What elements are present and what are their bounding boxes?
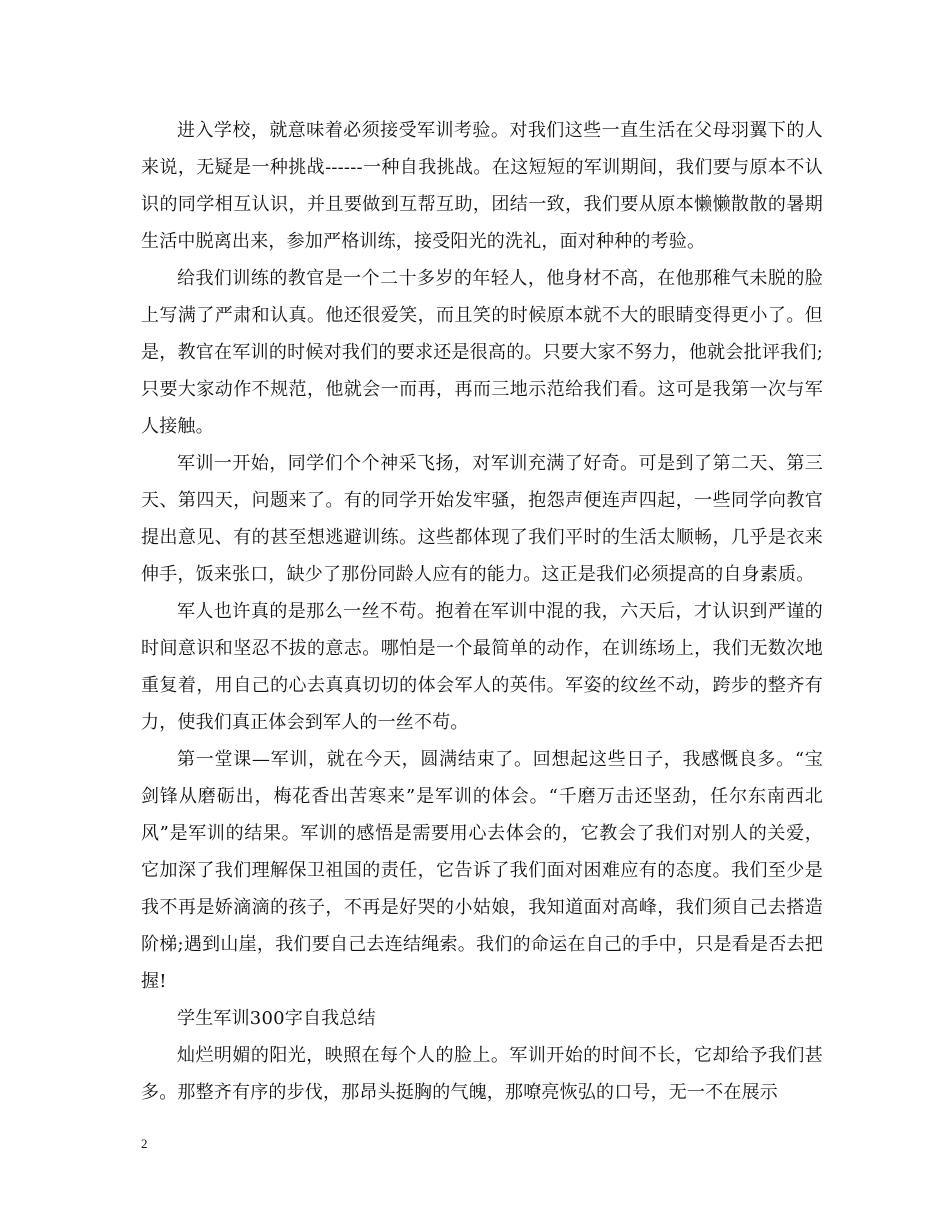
paragraph-2: 给我们训练的教官是一个二十多岁的年轻人，他身材不高，在他那稚气未脱的脸上写满了严肃和认真。他还很爱笑，而且笑的时候原本就不大的眼睛变得更小了。但是，教官在军训的时候对我们的要求还是很高的。只要大家不努力，他就会批评我们;只要大家动作不规范，他就会一而再，再而三地示范给我们看。这可是我第一次与军人接触。	[141, 268, 823, 437]
page-number: 2	[141, 1136, 148, 1151]
paragraph-4: 军人也许真的是那么一丝不苟。抱着在军训中混的我，六天后，才认识到严谨的时间意识和坚忍不拔的意志。哪怕是一个最简单的动作，在训练场上，我们无数次地重复着，用自己的心去真真切切的体会军人的英伟。军姿的纹丝不动，跨步的整齐有力，使我们真正体会到军人的一丝不苟。	[141, 601, 823, 733]
paragraph-5: 第一堂课—军训，就在今天，圆满结束了。回想起这些日子，我感慨良多。“宝剑锋从磨砺出，梅花香出苦寒来”是军训的体会。“千磨万击还坚劲，任尔东南西北风”是军训的结果。军训的感悟是需要用心去体会的，它教会了我们对别人的关爱，它加深了我们理解保卫祖国的责任，它告诉了我们面对困难应有的态度。我们至少是我不再是娇滴滴的孩子，不再是好哭的小姑娘，我知道面对高峰，我们须自己去搭造阶梯;遇到山崖，我们要自己去连结绳索。我们的命运在自己的手中，只是看是否去把握!	[141, 749, 823, 992]
paragraph-1: 进入学校，就意味着必须接受军训考验。对我们这些一直生活在父母羽翼下的人来说，无疑是一种挑战------一种自我挑战。在这短短的军训期间，我们要与原本不认识的同学相互认识，并且要做到互帮互助，团结一致，我们要从原本懒懒散散的暑期生活中脱离出来，参加严格训练，接受阳光的洗礼，面对种种的考验。	[141, 120, 823, 252]
paragraph-3: 军训一开始，同学们个个神采飞扬，对军训充满了好奇。可是到了第二天、第三天、第四天，问题来了。有的同学开始发牢骚，抱怨声便连声四起，一些同学向教官提出意见、有的甚至想逃避训练。这些都体现了我们平时的生活太顺畅，几乎是衣来伸手，饭来张口，缺少了那份同龄人应有的能力。这正是我们必须提高的自身素质。	[141, 453, 823, 585]
paragraph-6: 灿烂明媚的阳光，映照在每个人的脸上。军训开始的时间不长，它却给予我们甚多。那整齐有序的步伐，那昂头挺胸的气魄，那嘹亮恢弘的口号，无一不在展示	[141, 1045, 823, 1103]
document-body	[141, 112, 823, 1111]
section-heading: 学生军训300字自我总结	[177, 1008, 376, 1029]
